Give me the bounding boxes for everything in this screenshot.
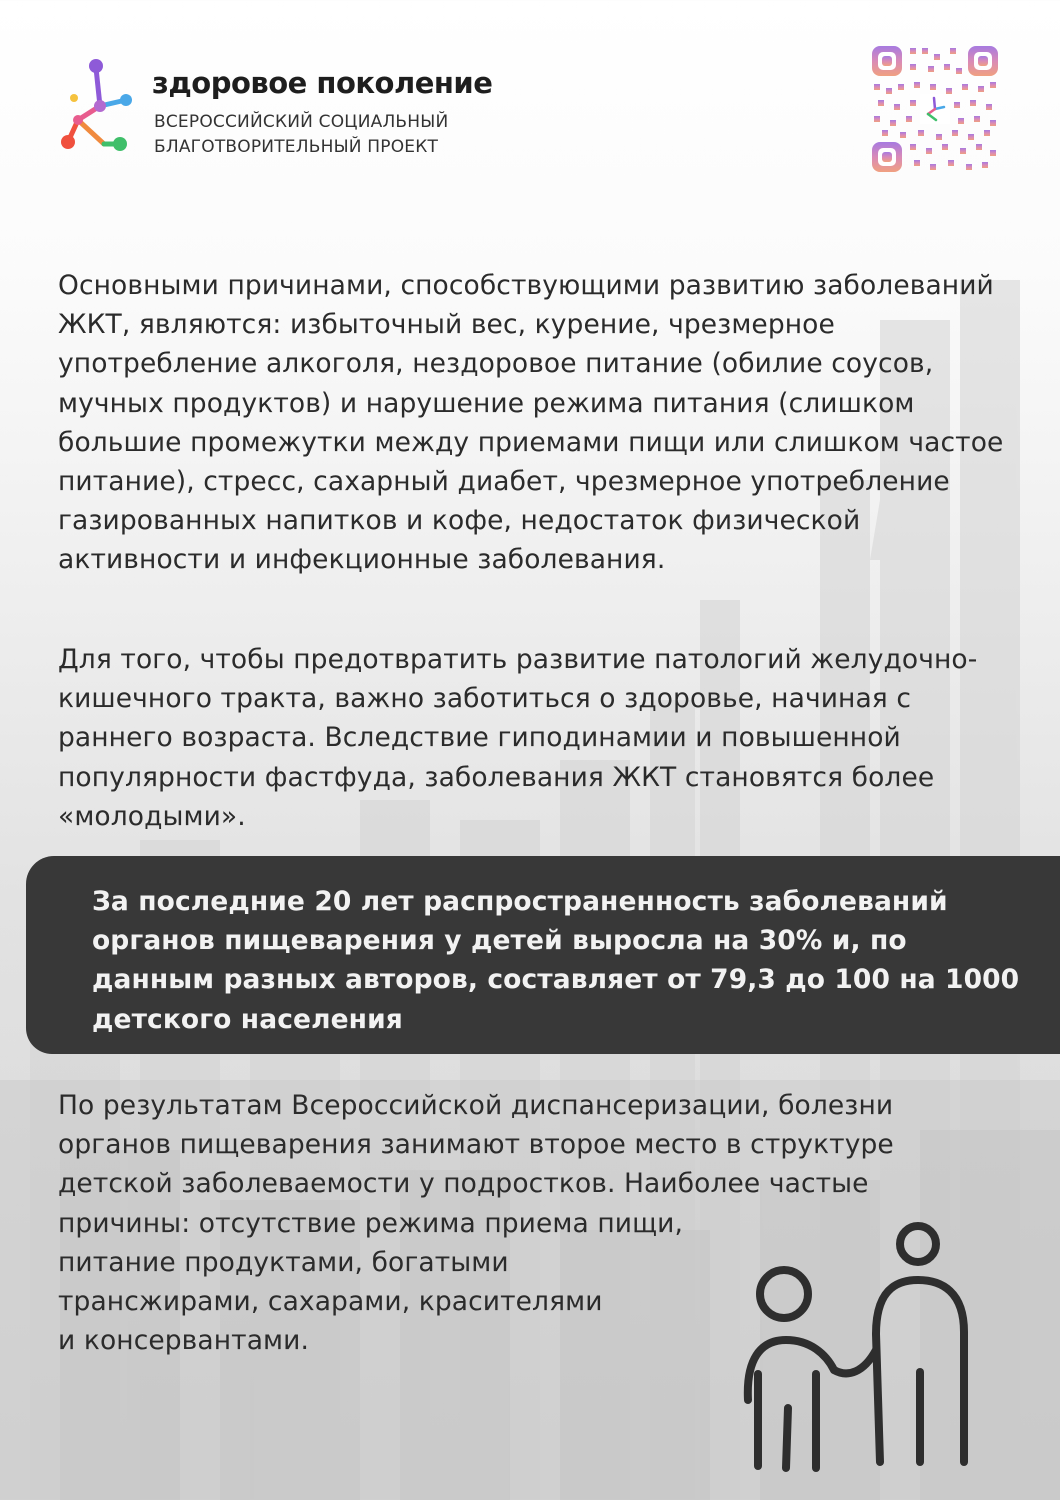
- adult-child-holding-hands-icon: [736, 1222, 986, 1472]
- brand-subtitle-line-2: БЛАГОТВОРИТЕЛЬНЫЙ ПРОЕКТ: [154, 137, 439, 157]
- screening-line: причины: отсутствие режима приема пищи,: [58, 1207, 684, 1239]
- screening-line: трансжирами, сахарами, красителями: [58, 1286, 603, 1318]
- screening-line: питание продуктами, богатыми: [58, 1246, 509, 1278]
- screening-line: органов пищеварения занимают второе место в структуре: [58, 1129, 894, 1161]
- brand-subtitle: [154, 110, 448, 160]
- screening-line: и консервантами.: [58, 1325, 309, 1357]
- molecule-logo-icon: [58, 58, 138, 154]
- highlight-statistic-text: За последние 20 лет распространенность заболеваний органов пищеварения у детей выросла на 30% и, по данным разных авторов, составляет от 79,3 до 100 на 1000 детского населения: [92, 886, 1020, 1035]
- brand-name: здоровое поколение: [152, 66, 493, 100]
- paragraph-prevention: Для того, чтобы предотвратить развитие патологий желудочно-кишечного тракта, важно заботиться о здоровье, начиная с раннего возраста. Вследствие гиподинамии и повышенной популярности фастфуда, заболевания ЖКТ становятся более «молодыми».: [58, 644, 978, 832]
- screening-line: По результатам Всероссийской диспансеризации, болезни: [58, 1090, 894, 1121]
- paragraph-causes: Основными причинами, способствующими развитию заболеваний ЖКТ, являются: избыточный вес, курение, чрезмерное употребление алкоголя, нездоровое питание (обилие соусов, мучных продуктов) и нарушение режима питания (слишком большие промежутки между приемами пищи или слишком частое питание), стресс, сахарный диабет, чрезмерное употребление газированных напитков и кофе, недостаток физической активности и инфекционные заболевания.: [58, 270, 1004, 576]
- brand-subtitle-line-1: ВСЕРОССИЙСКИЙ СОЦИАЛЬНЫЙ: [154, 112, 449, 132]
- header: [58, 58, 1018, 178]
- screening-line: детской заболеваемости у подростков. Наиболее частые: [58, 1168, 869, 1200]
- qr-code-icon[interactable]: [870, 44, 1000, 174]
